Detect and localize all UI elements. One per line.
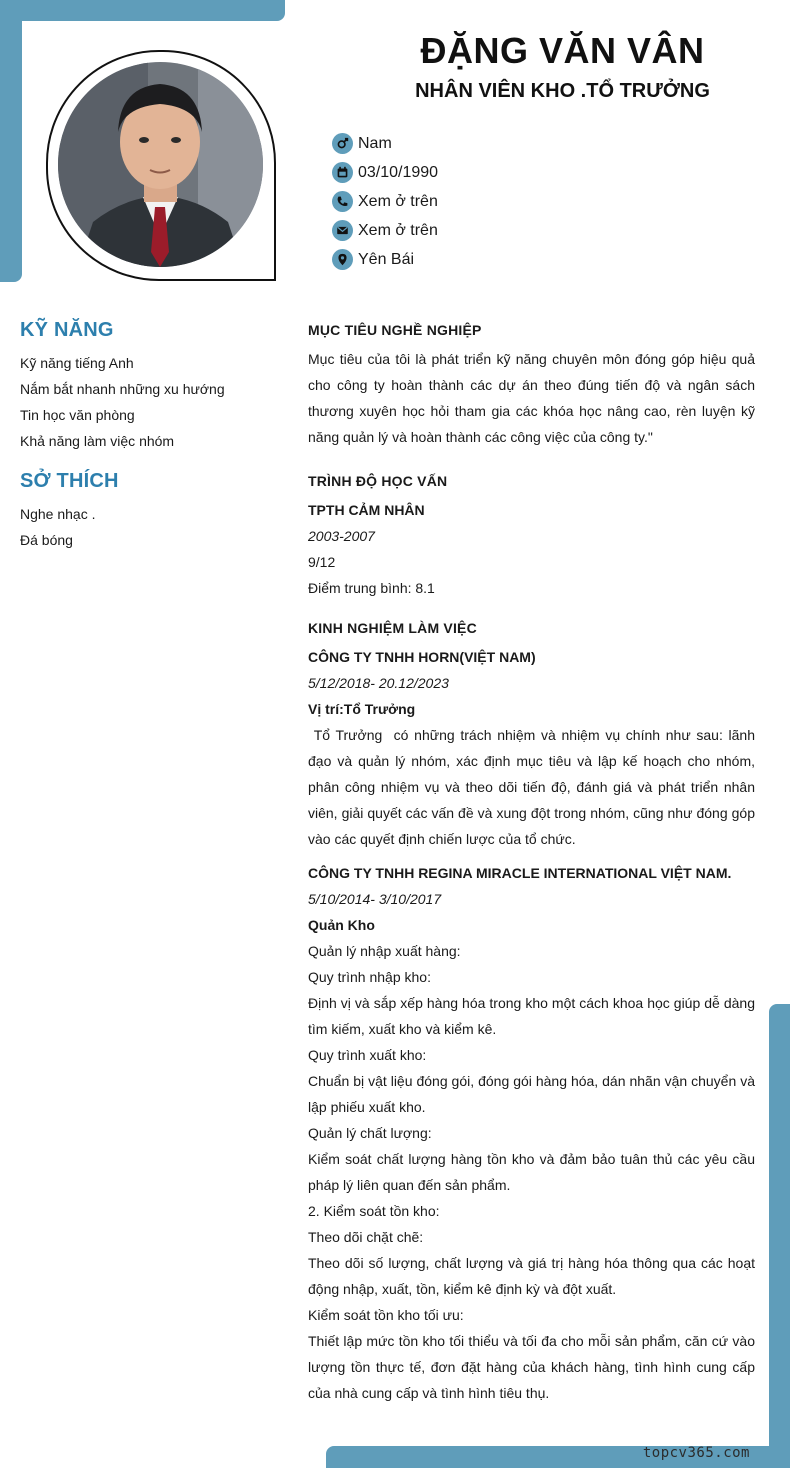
location-icon (332, 249, 353, 270)
contact-value: Yên Bái (358, 250, 415, 268)
contact-value: Xem ở trên (358, 192, 438, 210)
hobbies-list (20, 501, 280, 553)
education-period: 2003-2007 (308, 528, 375, 544)
job-description: Tổ Trưởng có những trách nhiệm và nhiệm vụ chính như sau: lãnh đạo và quản lý nhóm, xác định mục tiêu và lập kế hoạch cho nhóm, phân công nhiệm vụ và theo dõi tiến độ, đánh giá và phát triển nhân viên, giải quyết các vấn đề và xung đột trong nhóm, cũng như đóng góp vào các quyết định chiến lược của tổ chức. (308, 727, 759, 847)
school-name: TPTH CẢM NHÂN (308, 502, 425, 518)
job-line: Quản lý nhập xuất hàng: (308, 943, 461, 959)
left-accent-bar (0, 0, 22, 282)
job-entry (308, 860, 755, 1406)
contact-value: Xem ở trên (358, 221, 438, 239)
calendar-icon (332, 162, 353, 183)
candidate-name: ĐẶNG VĂN VÂN (420, 30, 705, 71)
list-item: Đá bóng (20, 532, 73, 548)
experience-heading: KINH NGHIỆM LÀM VIỆC (308, 620, 477, 636)
contact-list (332, 129, 438, 274)
email-icon (332, 220, 353, 241)
education-grade: 9/12 (308, 554, 336, 570)
objective-heading: MỤC TIÊU NGHỀ NGHIỆP (308, 322, 482, 338)
list-item: Nghe nhạc . (20, 506, 96, 522)
education-gpa: Điểm trung bình: 8.1 (308, 580, 435, 596)
job-line: Quản lý chất lượng: (308, 1125, 432, 1141)
job-line: Kiểm soát chất lượng hàng tồn kho và đảm bảo tuân thủ các yêu cầu pháp lý liên quan đến sản phẩm. (308, 1151, 755, 1193)
contact-value: Nam (358, 134, 392, 152)
top-accent-bar (0, 0, 285, 21)
contact-location (332, 245, 438, 274)
gender-icon (332, 133, 353, 154)
phone-icon (332, 191, 353, 212)
right-accent-bar (769, 1004, 790, 1468)
job-position: Vị trí:Tổ Trưởng (308, 701, 416, 717)
education-heading: TRÌNH ĐỘ HỌC VẤN (308, 473, 448, 489)
company-name: CÔNG TY TNHH REGINA MIRACLE INTERNATIONAL VIỆT NAM. (308, 865, 732, 881)
contact-email (332, 216, 438, 245)
hobbies-heading: SỞ THÍCH (20, 470, 119, 492)
job-entry (308, 644, 759, 852)
contact-phone (332, 187, 438, 216)
contact-gender (332, 129, 438, 158)
job-line: Định vị và sắp xếp hàng hóa trong kho một cách khoa học giúp dễ dàng tìm kiếm, xuất kho và kiểm kê. (308, 995, 755, 1037)
skills-heading: KỸ NĂNG (20, 319, 114, 341)
list-item: Khả năng làm việc nhóm (20, 433, 175, 449)
list-item: Tin học văn phòng (20, 407, 135, 423)
contact-birthday (332, 158, 438, 187)
list-item: Kỹ năng tiếng Anh (20, 355, 134, 371)
company-name: CÔNG TY TNHH HORN(VIỆT NAM) (308, 649, 536, 665)
job-line: Theo dõi chặt chẽ: (308, 1229, 424, 1245)
contact-value: 03/10/1990 (358, 163, 439, 181)
job-position: Quản Kho (308, 917, 375, 933)
job-period: 5/12/2018- 20.12/2023 (308, 675, 449, 691)
skills-list (20, 350, 280, 454)
education-section (308, 497, 755, 601)
job-title: NHÂN VIÊN KHO .TỔ TRƯỞNG (415, 80, 710, 102)
list-item: Nắm bắt nhanh những xu hướng (20, 381, 225, 397)
job-period: 5/10/2014- 3/10/2017 (308, 891, 442, 907)
job-line: Chuẩn bị vật liệu đóng gói, đóng gói hàng hóa, dán nhãn vận chuyển và lập phiếu xuất kho. (308, 1073, 755, 1115)
job-line: Quy trình xuất kho: (308, 1047, 427, 1063)
watermark: topcv365.com (642, 1445, 750, 1461)
job-line: 2. Kiểm soát tồn kho: (308, 1203, 440, 1219)
avatar (58, 62, 263, 267)
job-line: Kiểm soát tồn kho tối ưu: (308, 1307, 464, 1323)
job-line: Theo dõi số lượng, chất lượng và giá trị hàng hóa thông qua các hoạt động nhập, xuất, tồn, kiểm kê định kỳ và đột xuất. (308, 1255, 755, 1297)
job-line: Thiết lập mức tồn kho tối thiểu và tối đa cho mỗi sản phẩm, căn cứ vào lượng tồn thực tế, đơn đặt hàng của khách hàng, tình hình cung cấp của nhà cung cấp và tình hình tiêu thụ. (308, 1333, 755, 1401)
objective-text: Mục tiêu của tôi là phát triển kỹ năng chuyên môn đóng góp hiệu quả cho công ty hoàn thành các dự án theo đúng tiến độ và ngân sách thương xuyên học hỏi tham gia các khóa học nâng cao, rèn luyện kỹ năng quản lý và hoàn thành các công việc của công ty." (308, 351, 755, 445)
job-line: Quy trình nhập kho: (308, 969, 431, 985)
